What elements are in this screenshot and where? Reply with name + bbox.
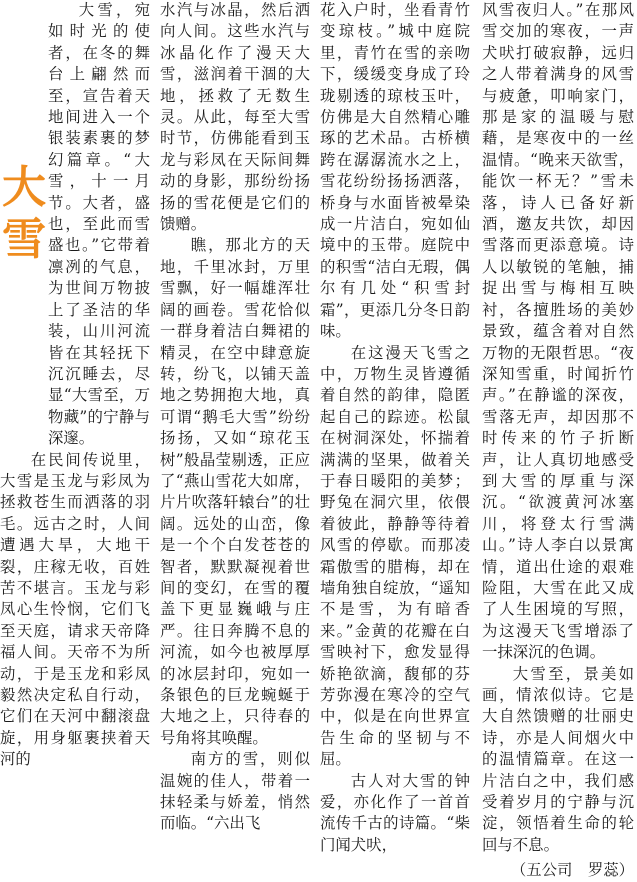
author-byline: （五公司 罗蕊） — [510, 861, 634, 880]
paragraph: 水汽与冰晶，然后洒向人间。这些水汽与冰晶化作了漫天大雪，滋润着干涸的大地，拯救了无数生灵。从此，每至大雪时节，仿佛能看到玉龙与彩凤在天际间舞动的身影，那纷纷扬扬的雪花便是它们的馈赠。 — [160, 1, 310, 234]
paragraph: 风雪夜归人。”在那风雪交加的寒夜，一声犬吠打破寂静，远归之人带着满身的风雪与疲惫，叩响家门，那是家的温暖与慰藉，是寒夜中的一丝温情。“晚来天欲雪，能饮一杯无？”雪未落，诗人已备好新酒，邀友共饮，却因雪落而更添意境。诗人以敏锐的笔触，捕捉出雪与梅相互映衬，各擅胜场的美妙景致，蕴含着对自然万物的无限哲思。“夜深知雪重，时闻折竹声。”在静谧的深夜，雪落无声，却因那不时传来的竹子折断声，让人真切地感受到大雪的厚重与深沉。“欲渡黄河冰塞川，将登太行雪满山。”诗人李白以景寓情，道出仕途的艰难险阻，大雪在此又成了人生困境的写照，为这漫天飞雪增添了一抹深沉的色调。 — [482, 1, 634, 662]
paragraph: 大雪至，景美如画，情浓似诗。它是大自然馈赠的壮丽史诗，亦是人间烟火中的温情篇章。在这一片洁白之中，我们感受着岁月的宁静与沉淀，领悟着生命的轮回与不息。 — [482, 664, 634, 854]
paragraph: 大雪，宛如时光的使者，在冬的舞台上翩然而至，宣告着天地间进入一个银装素裹的梦幻篇章。“大雪，十一月节。大者，盛也，至此而雪盛也。”它带着凛冽的气息，为世间万物披上了圣洁的华装，山川河流皆在其轻抚下沉沉睡去，尽显“大雪至，万物藏”的宁静与深邃。 — [48, 1, 150, 448]
title-char-1: 大 — [2, 162, 46, 213]
text-column-1 — [0, 0, 150, 769]
title-char-2: 雪 — [2, 214, 46, 265]
paragraph: 花入户时，坐看青竹变琼枝。”城中庭院里，青竹在雪的亲吻下，缓缓变身成了玲珑剔透的琼枝玉叶，仿佛是大自然精心雕琢的艺术品。古桥横跨在潺潺流水之上，雪花纷纷扬扬洒落，桥身与水面皆被晕染成一片洁白，宛如仙境中的玉带。庭院中的积雪“洁白无瑕，偶尔有几处“积雪封霜”，更添几分冬日韵味。 — [320, 1, 470, 341]
paragraph: 瞧，那北方的天地，千里冰封，万里雪飘，好一幅雄浑壮阔的画卷。雪花恰似一群身着洁白舞裙的精灵，在空中肆意旋转，纷飞，以铺天盖地之势拥抱大地，真可谓“鹅毛大雪”纷纷扬扬，又如“琼花玉树”般晶莹剔透，正应了“燕山雪花大如席，片片吹落轩辕台”的壮阔。远处的山峦，像是一个个白发苍苍的智者，默默凝视着世间的变幻，在雪的覆盖下更显巍峨与庄严。往日奔腾不息的河流，如今也被厚厚的冰层封印，宛如一条银色的巨龙蜿蜒于大地之上，只待春的号角将其唤醒。 — [160, 236, 310, 747]
paragraph: 在民间传说里，大雪是玉龙与彩凤为拯救苍生而洒落的羽毛。远古之时，人间遭遇大旱，大地干裂，庄稼无收，百姓苦不堪言。玉龙与彩凤心生怜悯，它们飞至天庭，请求天帝降福人间。天帝不为所动，于是玉龙和彩凤毅然决定私自行动，它们在天河中翻滚盘旋，用身躯裹挟着天河的 — [0, 450, 150, 769]
text-column-4 — [482, 0, 634, 880]
text-column-2 — [160, 0, 310, 833]
paragraph: 在这漫天飞雪之中，万物生灵皆遵循着自然的韵律，隐匿起自己的踪迹。松鼠在树洞深处，怀揣着满满的坚果，做着关于春日暖阳的美梦；野兔在洞穴里，依偎着彼此，静静等待着风雪的停歇。而那凌霜傲雪的腊梅，却在墙角独自绽放，“遥知不是雪，为有暗香来。”金黄的花瓣在白雪映衬下，愈发显得娇艳欲滴，馥郁的芬芳弥漫在寒冷的空气中，似是在向世界宣告生命的坚韧与不屈。 — [320, 343, 470, 769]
paragraph: 南方的雪，则似温婉的佳人，带着一抹轻柔与娇羞，悄然而临。“六出飞 — [160, 750, 310, 833]
text-column-3 — [320, 0, 470, 854]
paragraph: 古人对大雪的钟爱，亦化作了一首首流传千古的诗篇。“柴门闻犬吠， — [320, 771, 470, 854]
